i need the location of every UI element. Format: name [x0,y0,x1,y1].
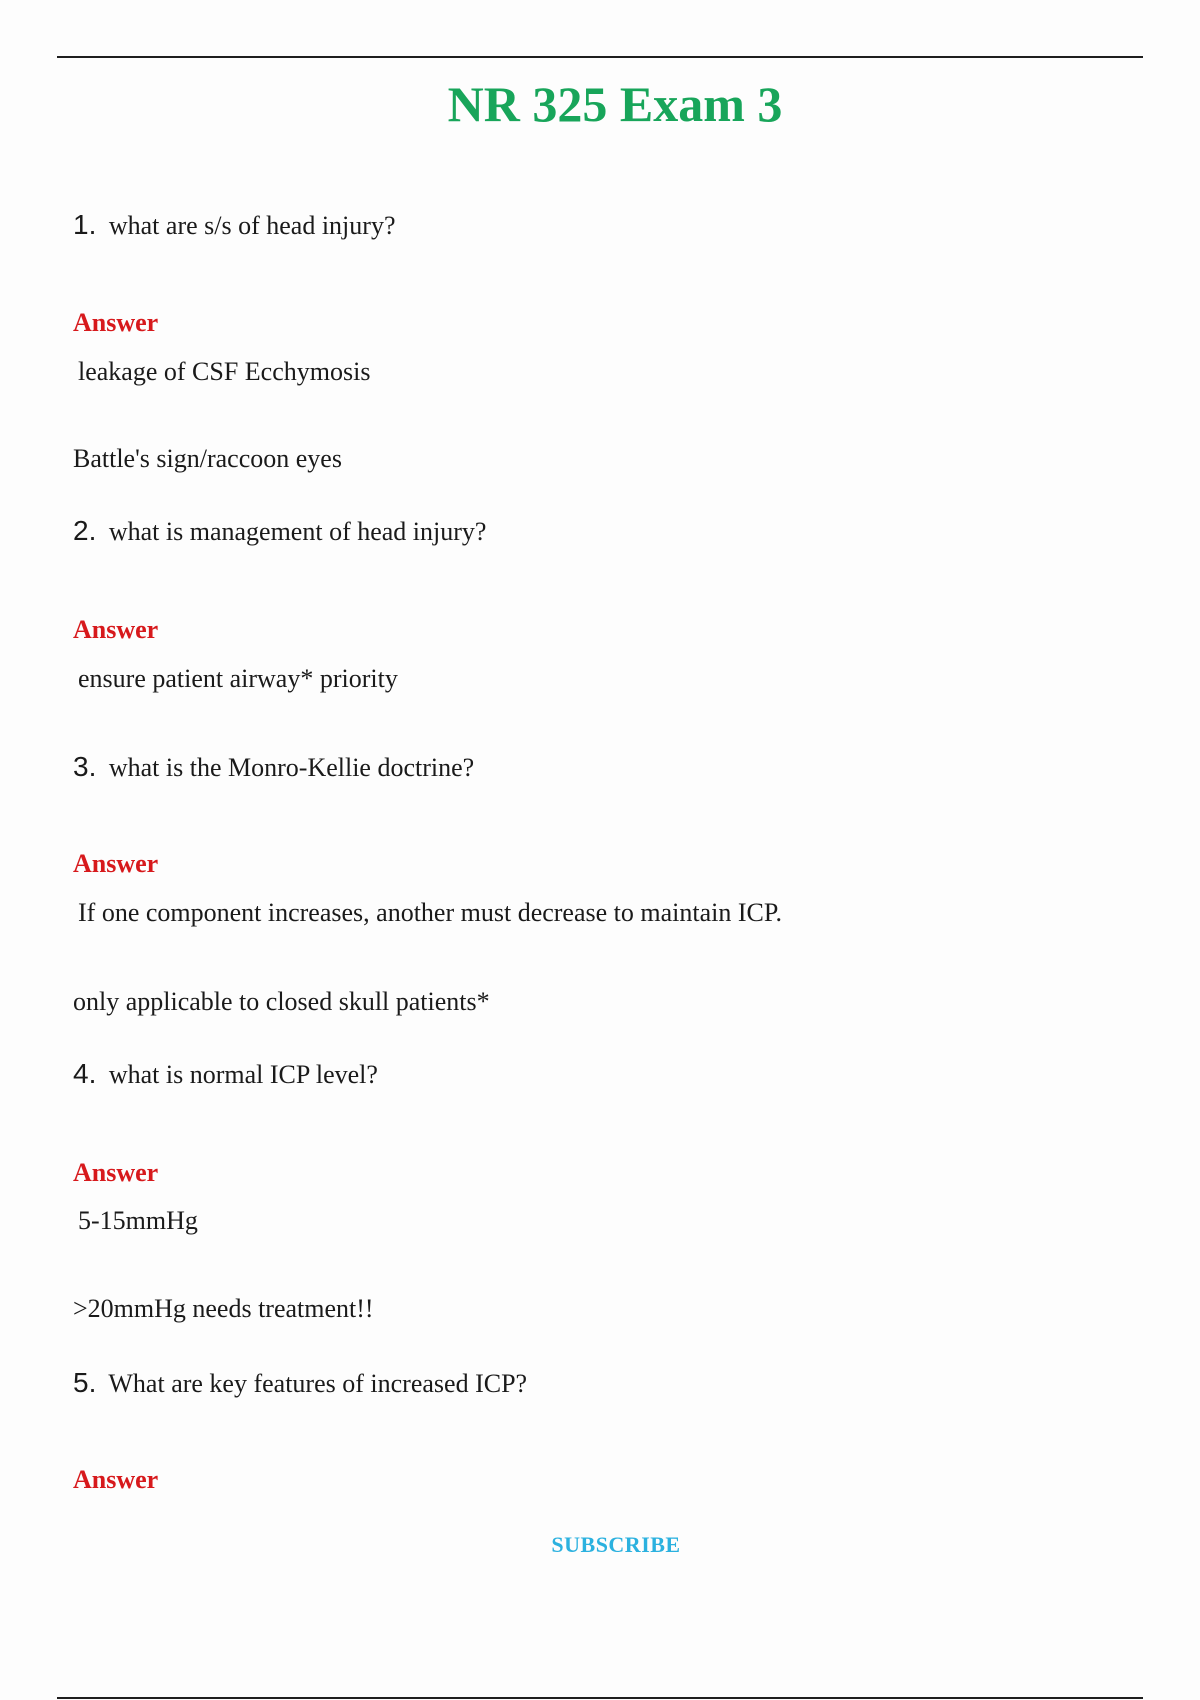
question-4 [73,1057,378,1092]
answer-1-line-1: leakage of CSF Ecchymosis [78,357,371,386]
question-number: 4. [73,1058,97,1089]
subscribe-link[interactable]: SUBSCRIBE [551,1532,681,1557]
page-title: NR 325 Exam 3 [447,76,783,132]
answer-label-2: Answer [73,615,159,644]
bottom-rule [57,1697,1143,1699]
question-text: what is management of head injury? [108,517,487,546]
top-rule [57,56,1143,58]
answer-4-line-1: 5-15mmHg [78,1206,198,1235]
question-1 [73,208,395,243]
question-5 [73,1366,527,1401]
answer-2-line-1: ensure patient airway* priority [78,664,398,693]
question-2 [73,514,486,549]
question-number: 1. [73,209,97,240]
answer-1-line-2: Battle's sign/raccoon eyes [73,444,342,473]
question-number: 3. [73,751,97,782]
answer-label-4: Answer [73,1158,159,1187]
question-text: What are key features of increased ICP? [108,1369,528,1398]
question-text: what is the Monro-Kellie doctrine? [108,753,475,782]
answer-4-line-2: >20mmHg needs treatment!! [73,1294,374,1323]
answer-3-line-2: only applicable to closed skull patients* [73,987,490,1016]
answer-label-5: Answer [73,1465,159,1494]
question-number: 2. [73,515,97,546]
question-text: what is normal ICP level? [108,1060,378,1089]
answer-3-line-1: If one component increases, another must decrease to maintain ICP. [78,898,782,927]
answer-label-3: Answer [73,849,159,878]
answer-label-1: Answer [73,308,159,337]
question-text: what are s/s of head injury? [108,211,396,240]
question-number: 5. [73,1367,97,1398]
question-3 [73,750,474,785]
